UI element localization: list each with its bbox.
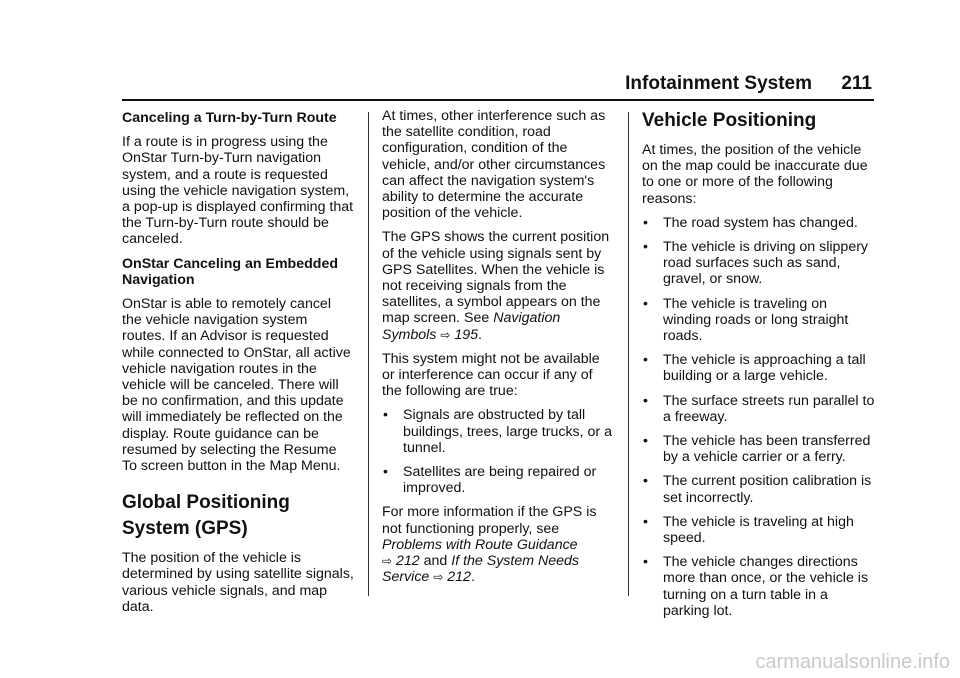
column-1 [122, 108, 354, 623]
xref-arrow-icon: ⇨ [440, 327, 451, 342]
list-item: • The vehicle changes directions more than once, or the vehicle is turning on a turn table in a parking lot. [643, 554, 869, 619]
paragraph-not-available: This system might not be available or interference can occur if any of the following are true: [382, 350, 600, 400]
watermark: carmanualsonline.info [755, 651, 950, 673]
column-3 [642, 108, 878, 627]
xref-problems-route-guidance[interactable]: Problems with Route Guidance [382, 536, 578, 553]
paragraph-canceling-tbt: If a route is in progress using the OnStar Turn-by-Turn navigation system, and a route is requested using the vehicle navigation system, a pop-up is displayed confirming that the Turn-by-Turn route should be canceled. [122, 134, 354, 248]
list-item: • Signals are obstructed by tall buildings, trees, large trucks, or a tunnel. [383, 407, 612, 456]
paragraph-more-info: For more information if the GPS is not functioning properly, see Problems with Route Guidance ⇨ 212 and If the System Needs Service ⇨ 212. [382, 504, 597, 586]
column-2 [382, 108, 614, 593]
list-item: • The road system has changed. [643, 214, 858, 231]
xref-navigation-symbols-page[interactable]: 195 [454, 326, 479, 343]
list-item: • The vehicle has been transferred by a vehicle carrier or a ferry. [643, 433, 871, 466]
xref-arrow-icon: ⇨ [433, 570, 444, 585]
bullet-icon: • [383, 407, 388, 424]
and-text: and [423, 553, 448, 570]
gps-shows-text: The GPS shows the current position of the vehicle using signals sent by GPS Satellites. When the vehicle is not receiving signals from the satellites, a symbol appears on the map screen. See [382, 229, 610, 327]
heading-gps-line-2: System (GPS) [122, 518, 248, 540]
list-item: • The current position calibration is set incorrectly. [643, 473, 872, 506]
list-item: • The surface streets run parallel to a freeway. [643, 392, 875, 425]
paragraph-gps-position: The position of the vehicle is determined by using satellite signals, various vehicle signals, and map data. [122, 550, 354, 615]
bullet-icon: • [643, 352, 648, 369]
page-header [122, 72, 874, 98]
bullet-icon: • [643, 513, 648, 530]
paragraph-interference: At times, other interference such as the satellite condition, road configuration, condition of the vehicle, and/or other circumstances can affect the navigation system's ability to determine the accurate position of the vehicle. [382, 108, 606, 222]
heading-gps-line-1: Global Positioning [122, 492, 290, 514]
paragraph-onstar-canceling: OnStar is able to remotely cancel the vehicle navigation system routes. If an Advisor is requested while connected to OnStar, all active vehicle navigation routes in the vehicle will be canceled. There will be no confirmation, and this update will immediately be reflected on the display. Route guidance can be resumed by selecting the Resume To screen button in the Map Menu. [122, 296, 351, 475]
list-item: • The vehicle is traveling on winding roads or long straight roads. [643, 295, 849, 345]
paragraph-gps-shows: The GPS shows the current position of the vehicle using signals sent by GPS Satellites. When the vehicle is not receiving signals from the satellites, a symbol appears on the map screen. See Navigation Symbols ⇨ 195. [382, 229, 610, 343]
xref-system-needs-service[interactable]: If the System Needs Service [382, 553, 580, 586]
section-title: Infotainment System [625, 73, 812, 94]
bullet-icon: • [643, 473, 648, 490]
more-info-text: For more information if the GPS is not functioning properly, see [382, 504, 597, 537]
xref-arrow-icon: ⇨ [382, 554, 393, 569]
header-rule [122, 99, 874, 101]
heading-onstar-canceling-embedded: OnStar Canceling an Embedded Navigation [122, 255, 339, 288]
bullet-icon: • [643, 392, 648, 409]
bullet-icon: • [643, 239, 648, 256]
bullet-icon: • [643, 554, 648, 571]
list-item: • The vehicle is traveling at high speed. [643, 513, 854, 547]
bullet-icon: • [643, 433, 648, 450]
paragraph-vehicle-positioning: At times, the position of the vehicle on the map could be inaccurate due to one or more of the following reasons: [642, 142, 868, 207]
column-divider-1 [368, 112, 369, 596]
positioning-bullet-list [642, 215, 878, 619]
heading-canceling-tbt-route: Canceling a Turn-by-Turn Route [122, 110, 337, 126]
list-item: • The vehicle is driving on slippery road surfaces such as sand, gravel, or snow. [643, 239, 869, 288]
bullet-icon: • [643, 295, 648, 312]
heading-vehicle-positioning: Vehicle Positioning [642, 110, 817, 131]
heading-global-positioning-system [122, 490, 354, 542]
xref-problems-page[interactable]: 212 [396, 553, 420, 570]
bullet-icon: • [383, 464, 388, 481]
page-number: 211 [841, 73, 872, 94]
list-item: • Satellites are being repaired or improved. [383, 464, 597, 497]
xref-service-page[interactable]: 212 [447, 569, 471, 586]
xref-navigation-symbols[interactable]: Navigation Symbols [382, 310, 561, 343]
bullet-icon: • [643, 214, 648, 231]
interference-bullet-list [382, 407, 614, 496]
list-item: • The vehicle is approaching a tall building or a large vehicle. [643, 352, 866, 385]
column-divider-2 [628, 112, 629, 596]
